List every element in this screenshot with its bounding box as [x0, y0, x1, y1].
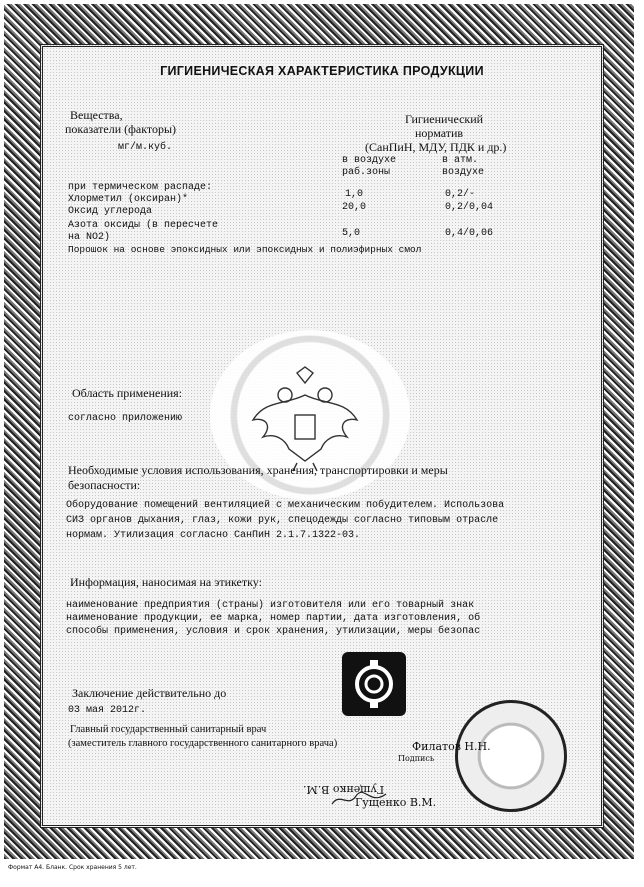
signature-caption: Подпись — [398, 754, 435, 763]
table-row-value-atm: 0,2/- — [445, 189, 476, 200]
conclusion-label: Заключение действительно до — [72, 686, 227, 700]
conditions-label-cont: безопасности: — [68, 478, 141, 492]
chief-doctor-title: Главный государственный санитарный врач — [70, 724, 267, 735]
table-row-name: Хлорметил (оксиран)* — [68, 194, 189, 205]
header-hygienic: Гигиенический — [405, 112, 484, 126]
conditions-text: нормам. Утилизация согласно СанПиН 2.1.7.1322-03. — [66, 530, 361, 541]
table-row-name: при термическом распаде: — [68, 182, 213, 193]
document-title: ГИГИЕНИЧЕСКАЯ ХАРАКТЕРИСТИКА ПРОДУКЦИИ — [160, 64, 484, 78]
conditions-label: Необходимые условия использования, хранения, транспортировки и меры — [68, 463, 448, 477]
header-col-work-zone: раб.зоны — [342, 167, 391, 178]
table-row-value-atm: 0,4/0,06 — [445, 228, 494, 239]
certification-logo — [342, 652, 406, 716]
conditions-text: СИЗ органов дыхания, глаз, кожи рук, спецодежды согласно типовым отрасле — [66, 515, 499, 526]
header-col-atm-air: воздухе — [442, 167, 485, 178]
conclusion-date: 03 мая 2012г. — [68, 705, 147, 716]
label-info-text: способы применения, условия и срок хранения, утилизации, меры безопас — [66, 626, 481, 637]
mirrored-signature-name: Гущенко В.М. — [303, 783, 385, 796]
deputy-doctor-title: (заместитель главного государственного санитарного врача) — [68, 738, 338, 749]
header-norm: норматив — [415, 126, 464, 140]
label-info-label: Информация, наносимая на этикетку: — [70, 575, 262, 589]
header-indicators: показатели (факторы) — [65, 122, 177, 136]
certification-mark-icon — [342, 652, 406, 716]
header-col-work-air: в воздухе — [342, 155, 397, 166]
header-col-atm: в атм. — [442, 155, 479, 166]
signature-name-gushchenko: Гущенко В.М. — [355, 796, 437, 809]
official-round-stamp — [455, 700, 567, 812]
form-footer: Формат А4. Бланк. Срок хранения 5 лет. — [8, 864, 137, 871]
conditions-text: Оборудование помещений вентиляцией с механическим побудителем. Использова — [66, 500, 505, 511]
table-row-name: Оксид углерода — [68, 206, 153, 217]
handwritten-signature — [330, 790, 390, 810]
table-row-value-atm: 0,2/0,04 — [445, 202, 494, 213]
header-norm-types: (СанПиН, МДУ, ПДК и др.) — [365, 140, 507, 154]
scope-label: Область применения: — [72, 386, 183, 400]
table-row-value-work: 5,0 — [342, 228, 361, 239]
label-info-text: наименование продукции, ее марка, номер партии, дата изготовления, об — [66, 613, 481, 624]
table-row-value-work: 20,0 — [342, 202, 367, 213]
header-substances: Вещества, — [70, 108, 123, 122]
table-row-value-work: 1,0 — [345, 189, 364, 200]
header-unit: мг/м.куб. — [118, 142, 173, 153]
table-row-name: на NO2) — [68, 232, 111, 243]
powder-description: Порошок на основе эпоксидных или эпоксидных и полиэфирных смол — [68, 244, 422, 255]
scope-text: согласно приложению — [68, 413, 183, 424]
double-headed-eagle-emblem — [245, 365, 365, 475]
label-info-text: наименование предприятия (страны) изготовителя или его товарный знак — [66, 600, 475, 611]
table-row-name: Азота оксиды (в пересчете — [68, 220, 219, 231]
signature-name-filatov: Филатов Н.Н. — [412, 740, 491, 753]
